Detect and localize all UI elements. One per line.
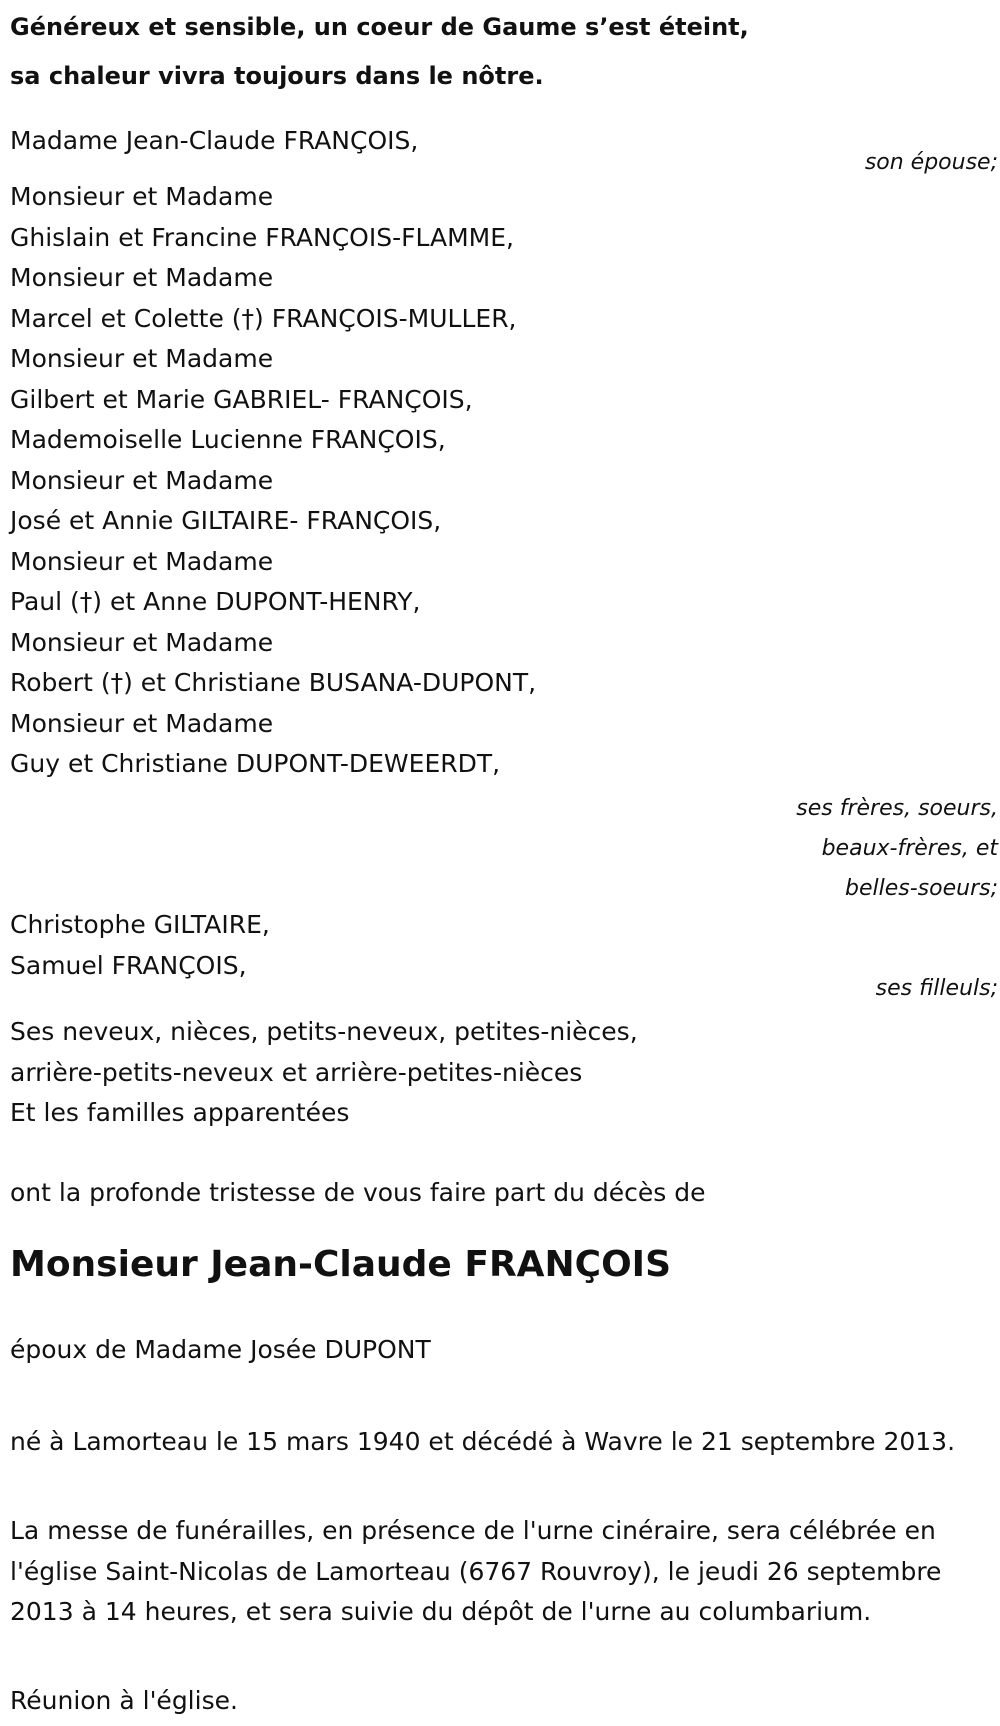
family-line: arrière-petits-neveux et arrière-petites-nièces: [10, 1057, 583, 1087]
sibling-line: Monsieur et Madame: [10, 263, 274, 292]
sibling-line: Paul (†) et Anne DUPONT-HENRY,: [10, 587, 421, 616]
siblings-relation: [796, 789, 998, 909]
spouse-of: [10, 1330, 990, 1371]
sibling-line: José et Annie GILTAIRE- FRANÇOIS,: [10, 506, 442, 535]
deceased-name: Monsieur Jean-Claude FRANÇOIS: [10, 1244, 672, 1285]
sibling-line: Guy et Christiane DUPONT-DEWEERDT,: [10, 749, 501, 778]
spouse-of-text: époux de Madame Josée DUPONT: [10, 1335, 431, 1364]
epigraph-line-2: sa chaleur vivra toujours dans le nôtre.: [10, 62, 544, 90]
gathering-paragraph: Réunion à l'église.: [10, 1686, 238, 1715]
epigraph-line-1: Généreux et sensible, un coeur de Gaume s’est éteint,: [10, 13, 749, 41]
sibling-line: Monsieur et Madame: [10, 344, 274, 373]
siblings-relation-line-1: ses frères, soeurs,: [796, 796, 998, 821]
sibling-line: Monsieur et Madame: [10, 627, 274, 657]
spouse-relation: son épouse;: [864, 150, 998, 175]
siblings-relation-line-3: belles-soeurs;: [845, 876, 998, 901]
sibling-line: Monsieur et Madame: [10, 182, 274, 211]
sibling-line: Ghislain et Francine FRANÇOIS-FLAMME,: [10, 222, 514, 252]
godchildren-relation: ses filleuls;: [875, 976, 998, 1001]
godchildren-block: [10, 905, 990, 986]
godchild-line: Samuel FRANÇOIS,: [10, 950, 247, 980]
sibling-line: Monsieur et Madame: [10, 465, 274, 495]
sibling-line: Gilbert et Marie GABRIEL- FRANÇOIS,: [10, 384, 473, 414]
siblings-block: [10, 177, 990, 785]
sibling-line: Robert (†) et Christiane BUSANA-DUPONT,: [10, 668, 537, 697]
siblings-relation-line-2: beaux-frères, et: [821, 836, 998, 861]
sibling-line: Monsieur et Madame: [10, 708, 274, 738]
sibling-line: Marcel et Colette (†) FRANÇOIS-MULLER,: [10, 303, 517, 333]
godchild-line: Christophe GILTAIRE,: [10, 910, 270, 939]
spouse-block: [10, 121, 990, 162]
announcement: [10, 1173, 990, 1214]
birth-death-paragraph: né à Lamorteau le 15 mars 1940 et décédé à Wavre le 21 septembre 2013.: [10, 1427, 956, 1456]
epigraph: [10, 3, 990, 101]
family-line: Ses neveux, nièces, petits-neveux, petites-nièces,: [10, 1017, 638, 1046]
family-block: [10, 1012, 990, 1134]
funeral-paragraph: La messe de funérailles, en présence de l'urne cinéraire, sera célébrée en l'église Saint-Nicolas de Lamorteau (6767 Rouvroy), le jeudi 26 septembre 2013 à 14 heures, et sera suivie du dépôt de l'urne au columbarium.: [10, 1516, 942, 1626]
announcement-text: ont la profonde tristesse de vous faire part du décès de: [10, 1178, 706, 1207]
sibling-line: Mademoiselle Lucienne FRANÇOIS,: [10, 425, 446, 454]
sibling-line: Monsieur et Madame: [10, 546, 274, 576]
family-line: Et les familles apparentées: [10, 1098, 350, 1127]
spouse-name: Madame Jean-Claude FRANÇOIS,: [10, 126, 419, 155]
